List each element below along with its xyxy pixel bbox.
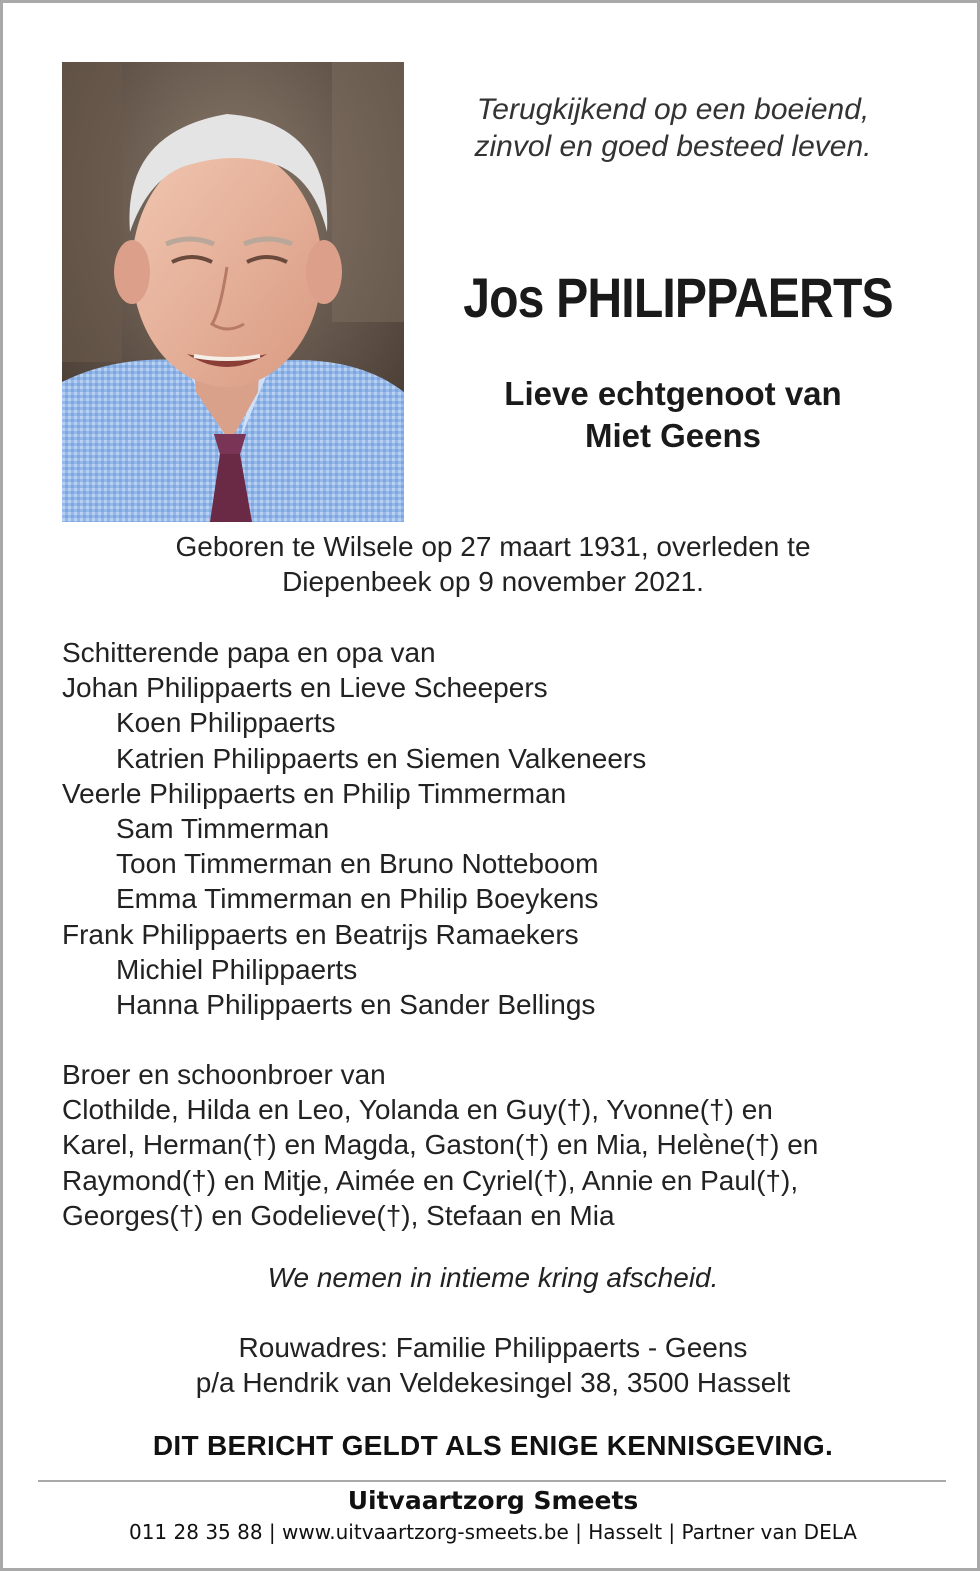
address-line: Rouwadres: Familie Philippaerts - Geens	[238, 1332, 748, 1363]
undertaker-name: Uitvaartzorg Smeets	[347, 1486, 639, 1515]
address-line: p/a Hendrik van Veldekesingel 38, 3500 Hasselt	[195, 1367, 791, 1398]
grandchild-line: Koen Philippaerts	[116, 707, 336, 739]
family-lines	[62, 670, 942, 1022]
spouse-name: Miet Geens	[584, 417, 762, 454]
portrait-photo	[62, 62, 404, 522]
motto-line: Terugkijkend op een boeiend,	[476, 93, 870, 126]
grandchild-line: Hanna Philippaerts en Sander Bellings	[116, 989, 596, 1021]
portrait-illustration	[62, 62, 404, 522]
grandchild-line: Sam Timmerman	[116, 813, 330, 845]
sibling-line: Clothilde, Hilda en Leo, Yolanda en Guy(†), Yvonne(†) en	[62, 1094, 773, 1126]
notice-statement: DIT BERICHT GELDT ALS ENIGE KENNISGEVING.	[152, 1430, 834, 1461]
child-line: Frank Philippaerts en Beatrijs Ramaekers	[62, 918, 579, 950]
sibling-line: Karel, Herman(†) en Magda, Gaston(†) en Mia, Helène(†) en	[62, 1129, 819, 1161]
siblings-list	[62, 1057, 942, 1233]
motto-line: zinvol en goed besteed leven.	[474, 130, 872, 163]
grandchild-line: Michiel Philippaerts	[116, 953, 358, 985]
birth-line: Diepenbeek op 9 november 2021.	[282, 566, 704, 597]
birth-death-info	[63, 529, 923, 599]
child-line: Johan Philippaerts en Lieve Scheepers	[62, 672, 548, 704]
grandchild-line: Emma Timmerman en Philip Boeykens	[116, 883, 599, 915]
deceased-name: Jos PHILIPPAERTS	[463, 266, 893, 329]
sibling-lines	[62, 1092, 942, 1233]
undertaker-contact: 011 28 35 88 | www.uitvaartzorg-smeets.be | Hasselt | Partner van DELA	[128, 1520, 857, 1544]
grandchild-line: Toon Timmerman en Bruno Notteboom	[116, 848, 599, 880]
birth-line: Geboren te Wilsele op 27 maart 1931, overleden te	[175, 531, 811, 562]
footer-divider	[38, 1480, 946, 1482]
mourning-address	[63, 1330, 923, 1400]
farewell-text: We nemen in intieme kring afscheid.	[267, 1262, 719, 1293]
family-list	[62, 635, 942, 1022]
siblings-intro: Broer en schoonbroer van	[62, 1059, 386, 1090]
spouse-line: Lieve echtgenoot van	[504, 375, 842, 412]
motto	[423, 91, 923, 165]
grandchild-line: Katrien Philippaerts en Siemen Valkeneers	[116, 742, 647, 774]
spouse-dedication	[423, 373, 923, 457]
sibling-line: Georges(†) en Godelieve(†), Stefaan en Mia	[62, 1199, 615, 1231]
child-line: Veerle Philippaerts en Philip Timmerman	[62, 777, 567, 809]
family-intro: Schitterende papa en opa van	[62, 637, 436, 668]
sibling-line: Raymond(†) en Mitje, Aimée en Cyriel(†), Annie en Paul(†),	[62, 1164, 799, 1196]
